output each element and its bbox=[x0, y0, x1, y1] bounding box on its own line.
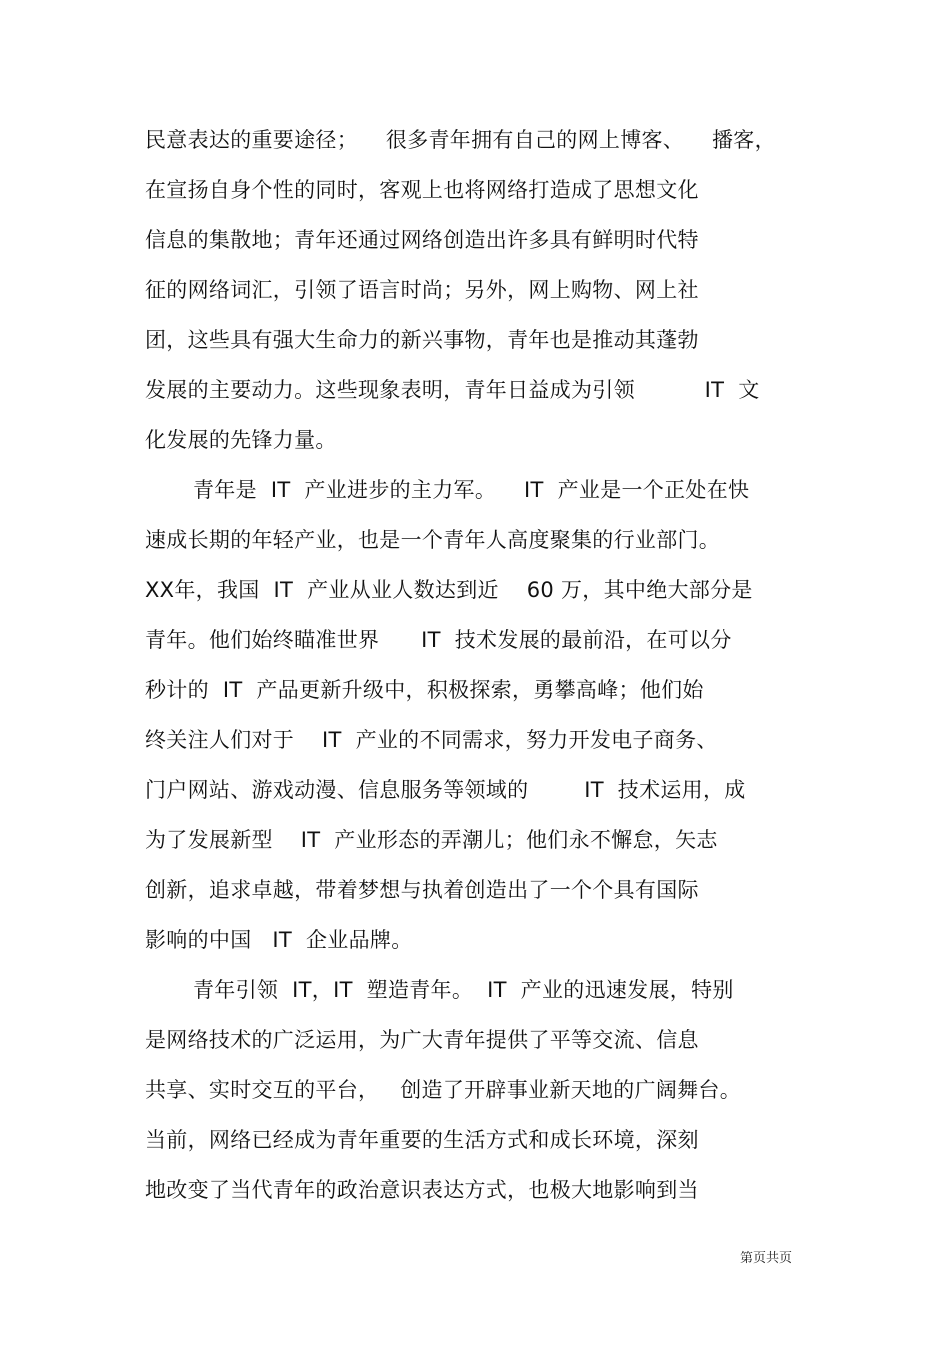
text-line-20: 共享、实时交互的平台， 创造了开辟事业新天地的广阔舞台。 bbox=[145, 1078, 742, 1102]
page-footer: 第页共页 bbox=[740, 1251, 793, 1266]
text-line-9: 速成长期的年轻产业，也是一个青年人高度聚集的行业部门。 bbox=[145, 528, 721, 552]
text-line-3: 信息的集散地；青年还通过网络创造出许多具有鲜明时代特 bbox=[145, 228, 699, 252]
text-line-22: 地改变了当代青年的政治意识表达方式，也极大地影响到当 bbox=[145, 1178, 699, 1202]
text-line-11: 青年。他们始终瞄准世界 IT 技术发展的最前沿，在可以分 bbox=[145, 628, 732, 652]
text-line-16: 创新，追求卓越，带着梦想与执着创造出了一个个具有国际 bbox=[145, 878, 699, 902]
text-line-10: XX年，我国 IT 产业从业人数达到近 60 万，其中绝大部分是 bbox=[145, 578, 753, 602]
text-line-21: 当前，网络已经成为青年重要的生活方式和成长环境，深刻 bbox=[145, 1128, 699, 1152]
text-line-7: 化发展的先锋力量。 bbox=[145, 428, 337, 452]
text-line-4: 征的网络词汇，引领了语言时尚；另外，网上购物、网上社 bbox=[145, 278, 699, 302]
text-line-5: 团，这些具有强大生命力的新兴事物，青年也是推动其蓬勃 bbox=[145, 328, 699, 352]
text-line-15: 为了发展新型 IT 产业形态的弄潮儿；他们永不懈怠，矢志 bbox=[145, 828, 718, 852]
paragraph-3-first-line: 青年引领 IT，IT 塑造青年。 IT 产业的迅速发展，特别 bbox=[193, 978, 734, 1002]
text-line-12: 秒计的 IT 产品更新升级中，积极探索，勇攀高峰；他们始 bbox=[145, 678, 704, 702]
text-line-19: 是网络技术的广泛运用，为广大青年提供了平等交流、信息 bbox=[145, 1028, 699, 1052]
text-line-2: 在宣扬自身个性的同时，客观上也将网络打造成了思想文化 bbox=[145, 178, 699, 202]
text-line-1: 民意表达的重要途径； 很多青年拥有自己的网上博客、 播客， bbox=[145, 128, 776, 152]
text-line-17: 影响的中国 IT 企业品牌。 bbox=[145, 928, 413, 952]
text-line-14: 门户网站、游戏动漫、信息服务等领域的 IT 技术运用，成 bbox=[145, 778, 746, 802]
paragraph-2-first-line: 青年是 IT 产业进步的主力军。 IT 产业是一个正处在快 bbox=[193, 478, 750, 502]
text-line-13: 终关注人们对于 IT 产业的不同需求，努力开发电子商务、 bbox=[145, 728, 718, 752]
text-line-6: 发展的主要动力。这些现象表明，青年日益成为引领 IT 文 bbox=[145, 378, 760, 402]
